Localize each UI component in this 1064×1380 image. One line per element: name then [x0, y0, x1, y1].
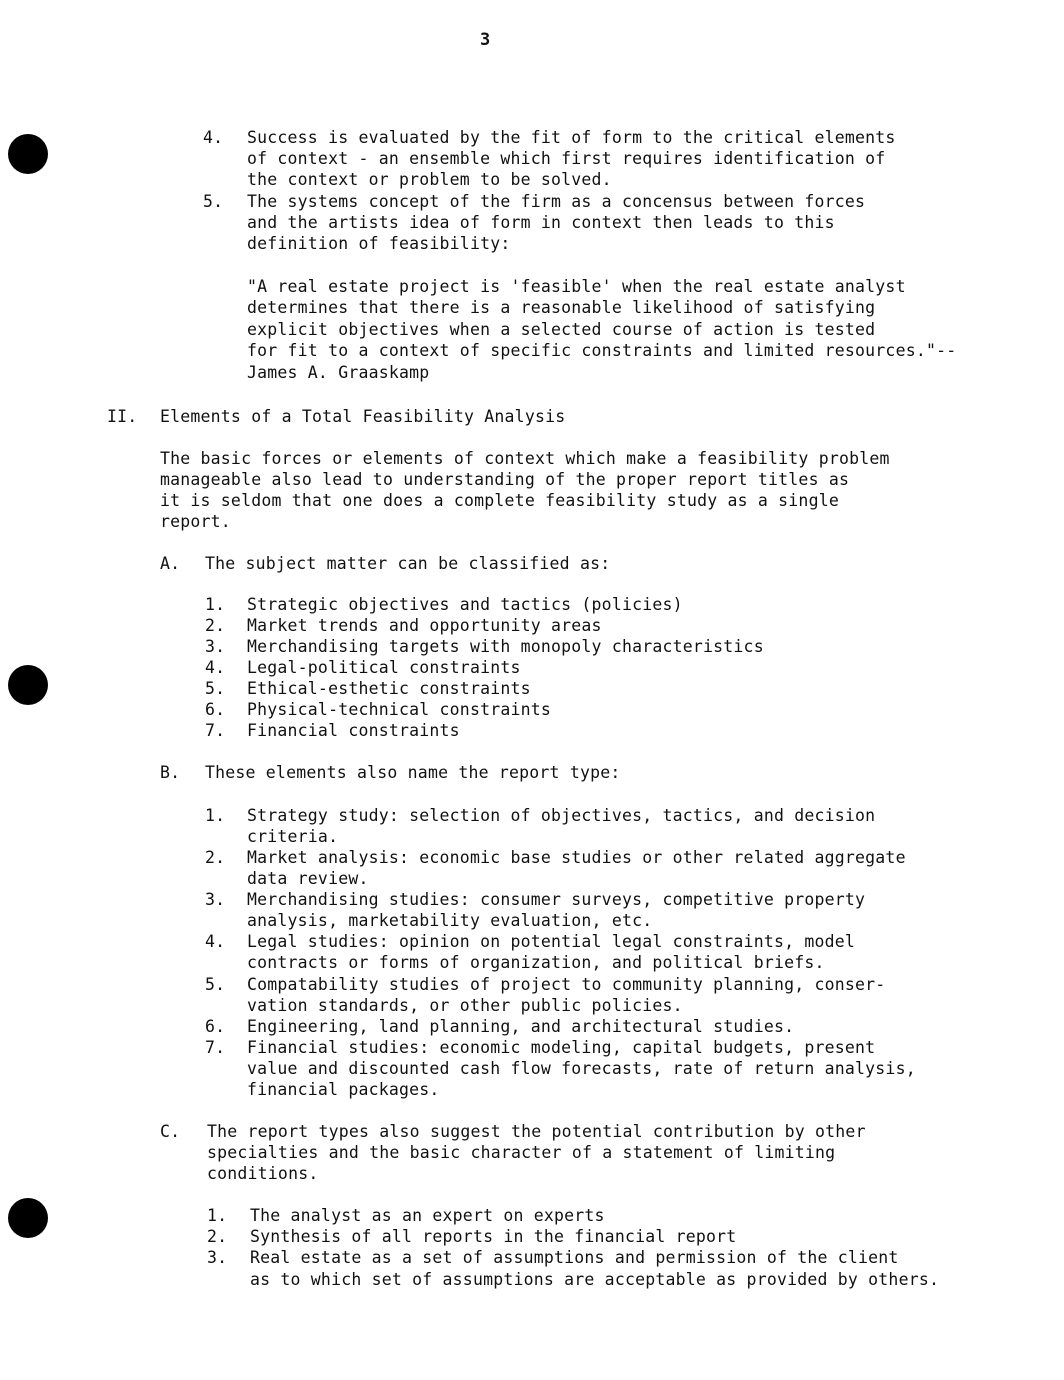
- list-number: 6.: [205, 1017, 226, 1036]
- item-number: 4.: [203, 128, 224, 147]
- list-item: Legal studies: opinion on potential legal constraints, model: [247, 932, 856, 951]
- punch-hole: [8, 1198, 48, 1238]
- intro-text: it is seldom that one does a complete feasibility study as a single: [160, 491, 839, 510]
- subsection-letter: B.: [160, 763, 181, 782]
- subsection-heading: The subject matter can be classified as:: [205, 554, 611, 573]
- list-number: 5.: [205, 975, 226, 994]
- list-item: as to which set of assumptions are acceptable as provided by others.: [250, 1270, 940, 1289]
- body-text: of context - an ensemble which first requires identification of: [247, 149, 886, 168]
- list-item: Legal-political constraints: [247, 658, 521, 677]
- list-item: Merchandising studies: consumer surveys, competitive property: [247, 890, 866, 909]
- list-item: financial packages.: [247, 1080, 440, 1099]
- list-number: 1.: [205, 806, 226, 825]
- list-number: 4.: [205, 658, 226, 677]
- subsection-heading: These elements also name the report type:: [205, 763, 621, 782]
- intro-text: manageable also lead to understanding of the proper report titles as: [160, 470, 850, 489]
- list-number: 1.: [207, 1206, 228, 1225]
- list-number: 3.: [207, 1248, 228, 1267]
- list-item: Financial studies: economic modeling, capital budgets, present: [247, 1038, 876, 1057]
- subsection-heading: conditions.: [207, 1164, 319, 1183]
- list-item: analysis, marketability evaluation, etc.: [247, 911, 653, 930]
- list-number: 1.: [205, 595, 226, 614]
- list-item: Market trends and opportunity areas: [247, 616, 602, 635]
- intro-text: report.: [160, 512, 231, 531]
- body-text: the context or problem to be solved.: [247, 170, 612, 189]
- list-number: 3.: [205, 637, 226, 656]
- list-item: Synthesis of all reports in the financial report: [250, 1227, 737, 1246]
- list-number: 7.: [205, 1038, 226, 1057]
- subsection-letter: A.: [160, 554, 181, 573]
- list-item: Merchandising targets with monopoly characteristics: [247, 637, 764, 656]
- list-item: Real estate as a set of assumptions and permission of the client: [250, 1248, 899, 1267]
- list-number: 6.: [205, 700, 226, 719]
- quote-line: explicit objectives when a selected course of action is tested: [247, 320, 876, 339]
- quote-line: for fit to a context of specific constraints and limited resources."--: [247, 341, 957, 360]
- punch-hole: [8, 134, 48, 174]
- quote-line: determines that there is a reasonable likelihood of satisfying: [247, 298, 876, 317]
- list-number: 4.: [205, 932, 226, 951]
- quote-line: "A real estate project is 'feasible' when the real estate analyst: [247, 277, 906, 296]
- list-number: 2.: [205, 616, 226, 635]
- list-item: Engineering, land planning, and architectural studies.: [247, 1017, 795, 1036]
- list-item: criteria.: [247, 827, 339, 846]
- list-item: Financial constraints: [247, 721, 460, 740]
- list-item: Compatability studies of project to community planning, conser-: [247, 975, 886, 994]
- quote-attribution: James A. Graaskamp: [247, 363, 430, 382]
- list-number: 5.: [205, 679, 226, 698]
- punch-hole: [8, 665, 48, 705]
- item-number: 5.: [203, 192, 224, 211]
- list-item: vation standards, or other public policies.: [247, 996, 683, 1015]
- page-number: 3: [480, 30, 491, 50]
- list-number: 2.: [207, 1227, 228, 1246]
- subsection-heading: The report types also suggest the potential contribution by other: [207, 1122, 866, 1141]
- list-item: contracts or forms of organization, and political briefs.: [247, 953, 825, 972]
- list-item: data review.: [247, 869, 369, 888]
- list-number: 3.: [205, 890, 226, 909]
- body-text: definition of feasibility:: [247, 234, 511, 253]
- list-number: 2.: [205, 848, 226, 867]
- list-item: Strategy study: selection of objectives, tactics, and decision: [247, 806, 876, 825]
- body-text: The systems concept of the firm as a concensus between forces: [247, 192, 866, 211]
- list-item: value and discounted cash flow forecasts, rate of return analysis,: [247, 1059, 916, 1078]
- section-number: II.: [107, 407, 138, 426]
- list-item: Market analysis: economic base studies or other related aggregate: [247, 848, 906, 867]
- list-number: 7.: [205, 721, 226, 740]
- list-item: Ethical-esthetic constraints: [247, 679, 531, 698]
- list-item: Physical-technical constraints: [247, 700, 552, 719]
- body-text: and the artists idea of form in context then leads to this: [247, 213, 835, 232]
- subsection-letter: C.: [160, 1122, 181, 1141]
- subsection-heading: specialties and the basic character of a statement of limiting: [207, 1143, 836, 1162]
- body-text: Success is evaluated by the fit of form to the critical elements: [247, 128, 896, 147]
- list-item: The analyst as an expert on experts: [250, 1206, 605, 1225]
- intro-text: The basic forces or elements of context which make a feasibility problem: [160, 449, 890, 468]
- list-item: Strategic objectives and tactics (policies): [247, 595, 683, 614]
- section-title: Elements of a Total Feasibility Analysis: [160, 407, 566, 426]
